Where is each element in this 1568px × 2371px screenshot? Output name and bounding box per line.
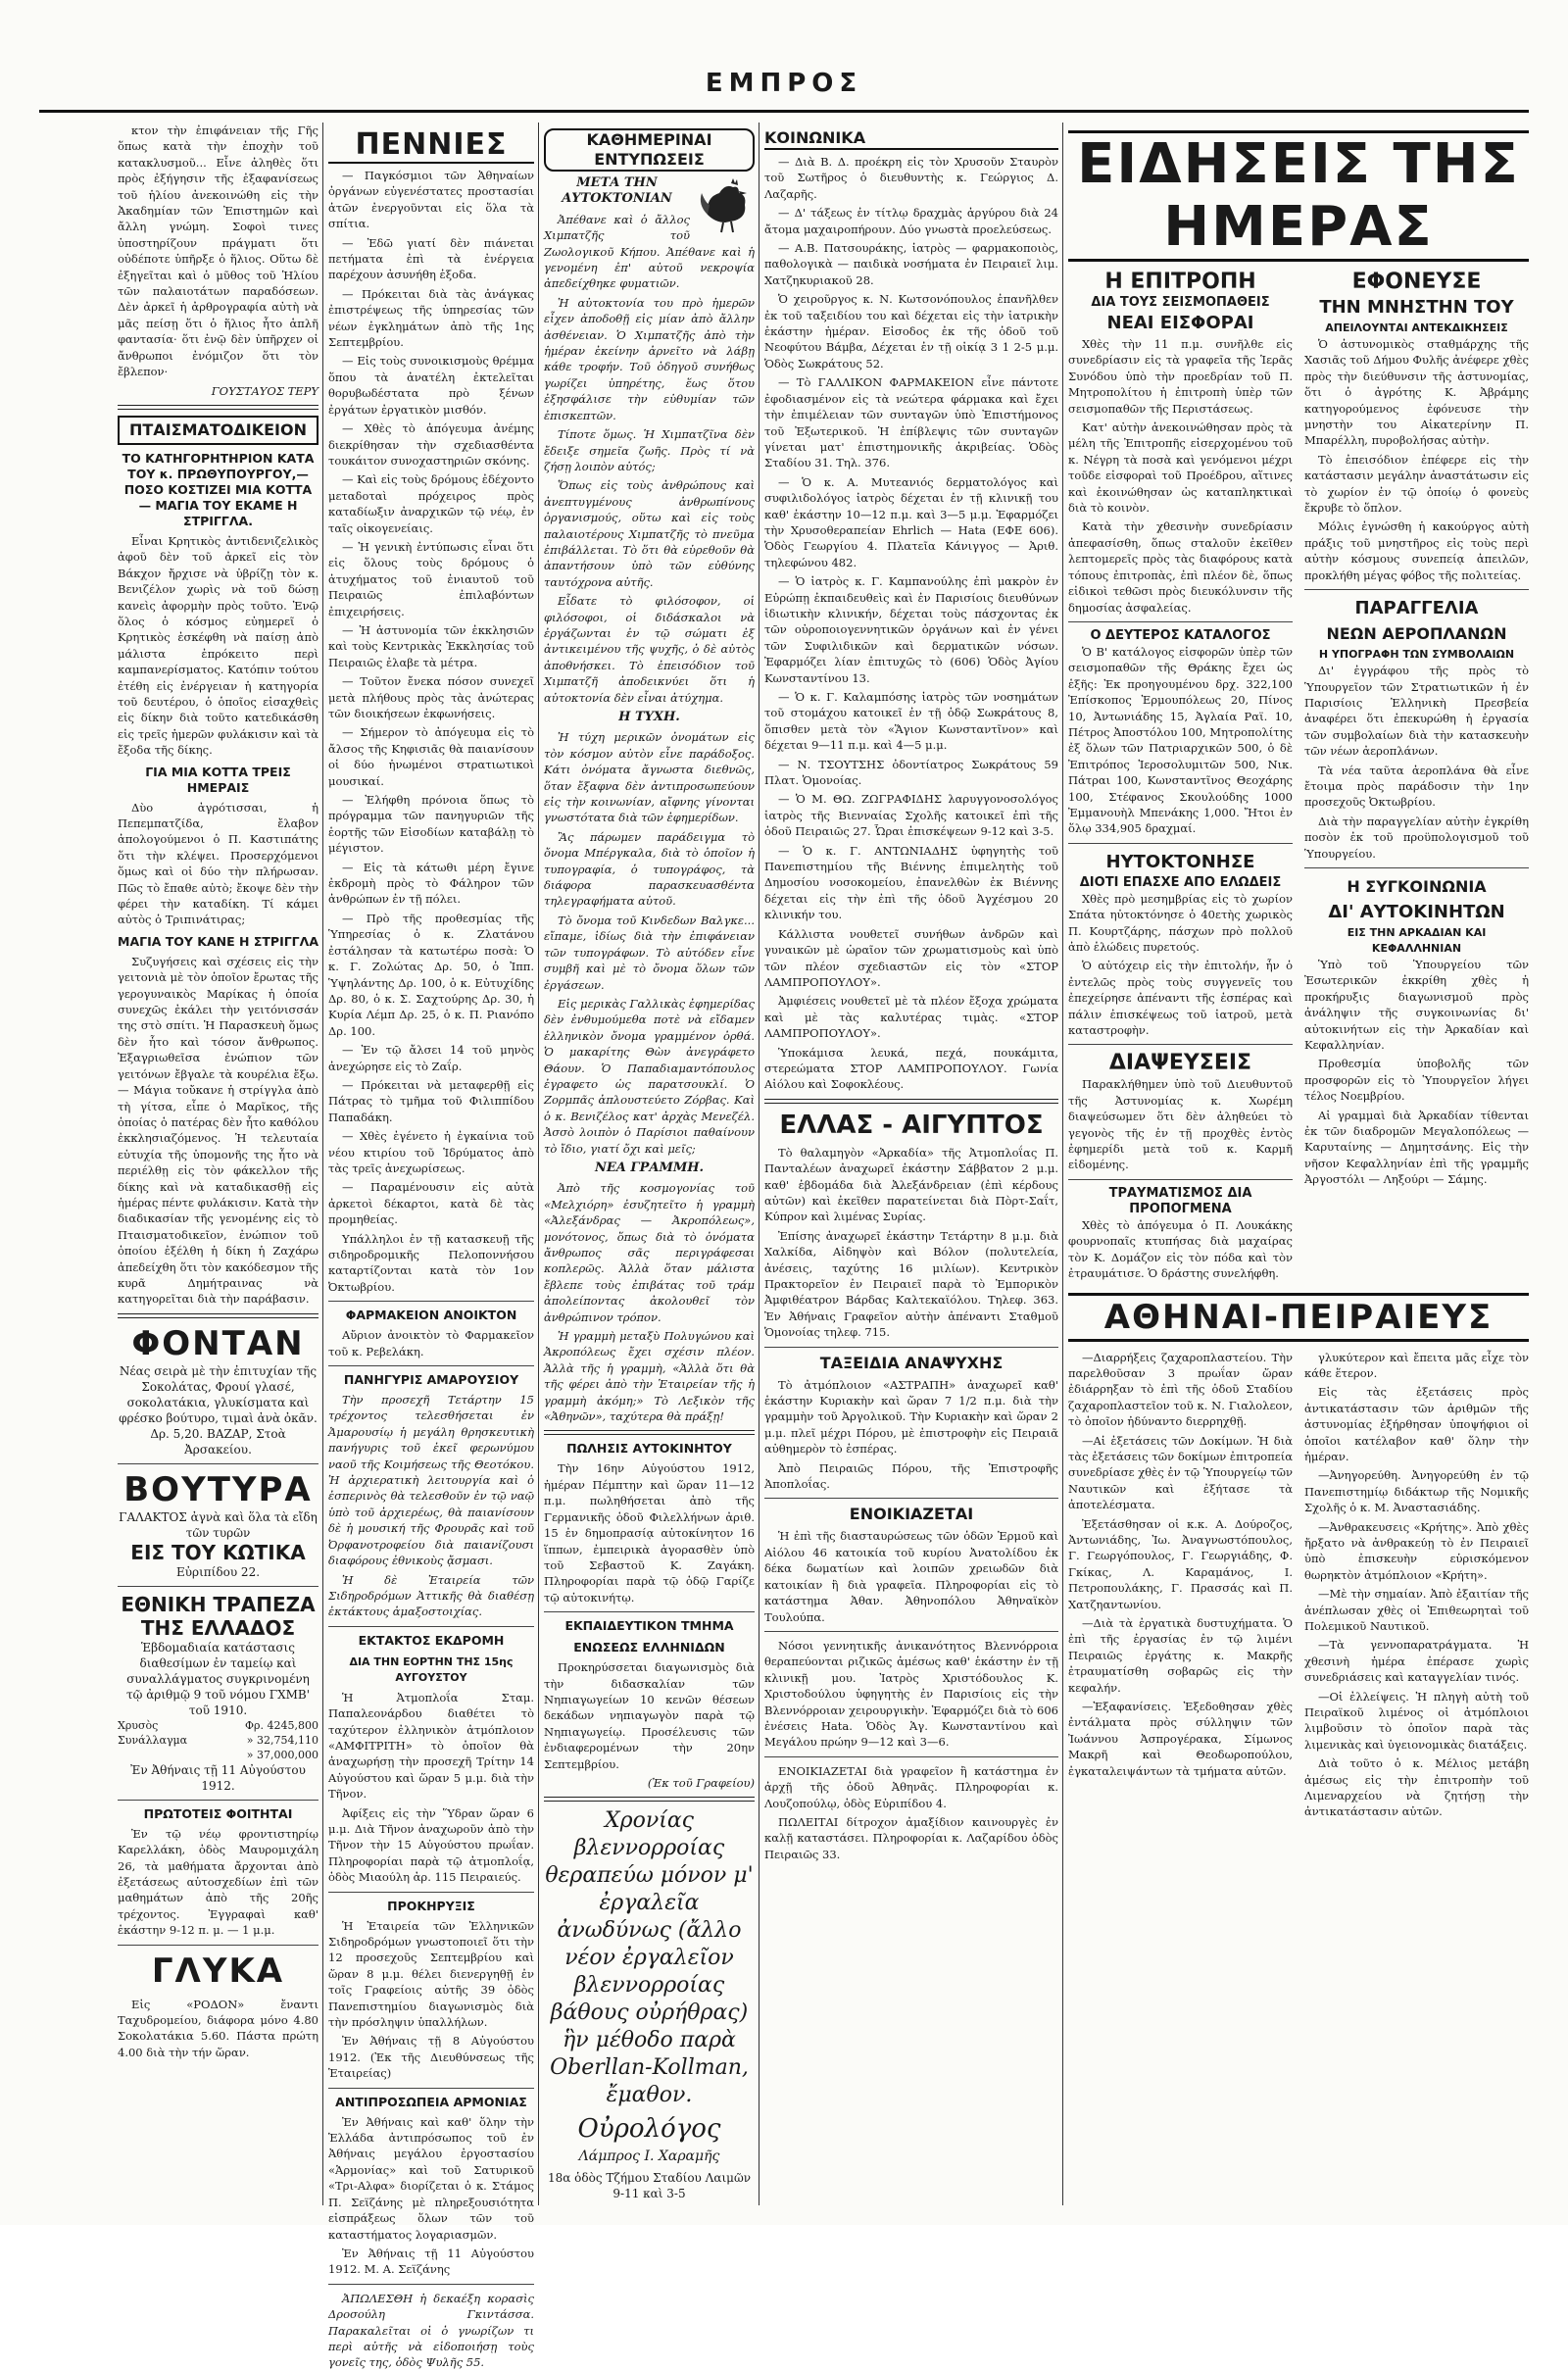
- headline: Ο ΔΕΥΤΕΡΟΣ ΚΑΤΑΛΟΓΟΣ: [1090, 627, 1271, 643]
- section-heading: ΕΛΛΑΣ - ΑΙΓΥΠΤΟΣ: [779, 1110, 1044, 1140]
- column-3: [544, 123, 755, 2205]
- rooster-icon: [696, 175, 755, 234]
- section-heading: ΤΑΞΕΙΔΙΑ ΑΝΑΨΥΧΗΣ: [819, 1353, 1004, 1372]
- divider: [764, 1347, 1058, 1348]
- divider: [764, 1756, 1058, 1757]
- ad-text: Προκηρύσσεται διαγωνισμὸς διὰ τὴν διδασκαλίαν τῶν Νηπιαγωγείων 10 κενῶν θέσεων δεκάδων νηπιαγωγὸν παρὰ τῷ Νηπιαγωγείῳ. Προσέλευσις τῶν ἐνδιαφερομένων τὴν 20ην Σεπτεμβρίου.: [544, 1660, 755, 1771]
- article-text: Ἂς πάρωμεν παράδειγμα τὸ ὄνομα Μπέργκαλα, διὰ τὸ ὁποῖον ἡ τυπογραφία, ὁ τυπογράφος, τὰ διάφορα παρασκευασθέντα τηλεγραφήματα αὐτοῦ.: [544, 829, 755, 909]
- divider: [118, 1945, 318, 1946]
- article-text: Ὅπως εἰς τοὺς ἀνθρώπους καὶ ἀνεπτυγμένους ἀνθρωπίνους ὀργανισμούς, οὕτω καὶ εἰς τοὺς παλαιοτέρους Χιμπατζῆς τὸ πνεῦμα ἐπιβάλλεται. Τὸ ὅτι θὰ εὑρεθοῦν θὰ ἀπαντήσουν ὑπὸ τῶν εὐθύνης ταυτόχρονα αὐτῆς.: [544, 478, 755, 589]
- news-item: —Μὲ τὴν σημαίαν. Ἀπὸ ἐξαιτίαν τῆς ἀνέπλωσαν χθὲς οἱ Ἐπιθεωρηταὶ τοῦ Πολεμικοῦ Ναυτικοῦ.: [1304, 1587, 1529, 1633]
- subheading: ΜΕΤΑ ΤΗΝ ΑΥΤΟΚΤΟΝΙΑΝ: [562, 175, 672, 207]
- section-heading: ΕΚΠΑΙΔΕΥΤΙΚΟΝ ΤΜΗΜΑ: [564, 1618, 734, 1634]
- section-heading: ΠΤΑΙΣΜΑΤΟΔΙΚΕΙΟΝ: [118, 416, 318, 445]
- news-item: — Εἰς τοὺς συνοικισμοὺς θρέμμα ὅπου τὰ ἀνατέλη ἐκτελεῖται θορυβωδέστατα πρὸ ξένων ἐργάτων ἐργατικὸν μισθόν.: [328, 354, 534, 417]
- divider: [1068, 1044, 1293, 1045]
- social-item: — Ὁ ἰατρὸς κ. Γ. Καμπανούλης ἐπὶ μακρὸν ἐν Εὐρώπῃ ἐκπαιδευθεὶς καὶ ἐν Παρισίοις διευθύνων ἰδιωτικὴν κλινικήν, δέχεται τοὺς πάσχοντας ἐκ τῶν οὐροποιογεννητικῶν ὀργάνων καὶ ἐν γένει τῶν Συφιλιδικῶν καὶ δερματικῶν νόσων. Ἐφαρμόζει λίαν ἐπιτυχῶς τὸ (606) Ὁδὸς Ἀγίου Κωνσταντίνου 13.: [764, 574, 1058, 685]
- divider: [118, 1463, 318, 1464]
- social-item: — Α.Β. Πατσουράκης, ἰατρὸς — φαρμακοποιὸς, παθολογικὰ — παιδικὰ νοσήματα ἐν Πειραιεῖ λιμ. Χατζηκυριακοῦ 28.: [764, 241, 1058, 287]
- social-item: — Διὰ Β. Δ. προέκρη εἰς τὸν Χρυσοῦν Σταυρὸν τοῦ Σωτῆρος ὁ διευθυντὴς κ. Γεώργιος Δ. Λαζαρῆς.: [764, 155, 1058, 201]
- article-text: Δὺο ἀγρότισσαι, ἡ Πεπεμπατζίδα, ἔλαβον ἀπολογούμενοι ὁ Π. Καστιπάτης ὅτι τὴν κλέψει. Προσερχόμενοι ὅμως καὶ οἱ δύο τὴν πλήρωσαν. Πῶς τὸ ἔπαθε αὐτὸ; ἔκοψε δὲν τὴν φέρει τὴν καταδίκη. Τί κάμει αὐτὸς ὁ Τριπινάτιρας;: [118, 800, 318, 927]
- news-item: Τὴν προσεχῆ Τετάρτην 15 τρέχοντος τελεσθήσεται ἐν Ἀμαρουσίῳ ἡ μεγάλη θρησκευτικὴ πανήγυρις τοῦ ἑκεῖ φερωνύμου ναοῦ τῆς Κοιμήσεως τῆς Θεοτόκου. Ἡ ἀρχιερατικὴ λειτουργία καὶ ὁ ἐσπερινὸς θὰ τελεσθοῦν ἐν τῷ ναῷ ὑπὸ τοῦ ἀρχιερέως, θὰ παιανίσουν δὲ ἡ μουσική τῆς Φρουρᾶς καὶ τοῦ Ὀρφανοτροφείου διὰ παιανίζουσι διαφόρους ἐθνικοὺς ᾄσμασι.: [328, 1393, 534, 1568]
- divider: [544, 1797, 755, 1802]
- subheading: ΓΙΑ ΜΙΑ ΚΟΤΤΑ ΤΡΕΙΣ ΗΜΕΡΑΙΣ: [145, 764, 291, 795]
- divider: [1068, 621, 1293, 622]
- article-text: Ὑπὸ τοῦ Ὑπουργείου τῶν Ἐσωτερικῶν ἐκκρίθη χθὲς ἡ προκήρυξις διαγωνισμοῦ πρὸς ἀνάληψιν τῆς συγκοινωνίας δι' αὐτοκινήτων εἰς τὴν Ἀρκαδίαν καὶ Κεφαλληνίαν.: [1304, 957, 1529, 1052]
- athens-right: [1304, 1350, 1529, 1823]
- athens-piraeus-heading: ΑΘΗΝΑΙ-ΠΕΙΡΑΙΕΥΣ: [1068, 1293, 1529, 1342]
- bank-row: Χρυσὸς Φρ. 4245,800: [118, 1718, 318, 1732]
- bank-row: » 37,000,000: [246, 1748, 318, 1761]
- article-text: Ἡ αὐτοκτονία του πρὸ ἡμερῶν εἶχεν ἀποδοθῇ εἰς μίαν ἀπὸ ἄλλην ἀσθένειαν. Ὁ Χιμπατζῆς ἀπὸ τὴν ἡμέραν ἐκείνην ἀρνεῖτο νὰ λάβῃ κάθε τροφήν. Τοῦ ὁδηγοῦ συνήθως γωρίζει ὑπηρέτης, ἕως ὅτου ἐξησφάλισε τὴν εὐθυμίαν τῶν ἐπισκεπτῶν.: [544, 295, 755, 422]
- ad-text: ΕΝΟΙΚΙΑΖΕΤΑΙ διὰ γραφεῖον ἢ κατάστημα ἐν ἀρχῇ τῆς ὁδοῦ Ἀθηνᾶς. Πληροφορίαι κ. Λουζοπούλῳ, ὁδὸς Εὐριπίδου 4.: [764, 1763, 1058, 1810]
- news-item: — Ἐλήφθη πρόνοια ὅπως τὸ πρόγραμμα τῶν πανηγυριῶν τῆς ἑορτῆς τῶν Εἰσοδίων καταβάλῃ τὸ μέγιστον.: [328, 793, 534, 856]
- ad-heading: ΠΡΩΤΟΤΕΙΣ ΦΟΙΤΗΤΑΙ: [143, 1805, 293, 1821]
- column-separator: [322, 123, 323, 2205]
- news-item: Ἐν Ἀθήναις τῇ 8 Αὐγούστου 1912. (Ἐκ τῆς Διευθύνσεως τῆς Ἑταιρείας): [328, 2034, 534, 2081]
- article-text: Εἶναι Κρητικὸς ἀντιδενιζελικὸς ἀφοῦ δὲν τοῦ ἀρκεῖ εἰς τὸν Βάκχον ἤρχισε νὰ ὑβρίζῃ τὸν κ. Βενιζέλον χωρὶς νὰ τοῦ δώσῃ κανεὶς ἀφορμὴν πρὸς τοῦτο. Ἐνῷ ὅλος ὁ κόσμος εὐημερεῖ ὁ Κρητικὸς ἐσκέφθη νὰ παίσῃ ἀπὸ μάλιστα ἐπρόκειτο περὶ καμπανερίσματος. Κατόπιν τούτου ἐτέθη εἰς ἐνέργειαν ἡ κατηγορία τοῦ δευτέρου, ὁ ὁποῖος εἰσαχθεὶς εἰς δίκην διὰ τοῦτο κατεδικάσθη εἰς τρεῖς ἡμερῶν φυλάκισιν καὶ τὰ ἔξοδα τῆς δίκης.: [118, 533, 319, 758]
- advertisement: [118, 1951, 318, 1991]
- advertisement: [118, 1470, 318, 1580]
- headline: ΕΦΟΝΕΥΣΕ: [1351, 270, 1482, 294]
- subheadline: ΝΕΑΙ ΕΙΣΦΟΡΑΙ: [1106, 313, 1254, 333]
- article-text: Αἱ γραμμαὶ διὰ Ἀρκαδίαν τίθενται ἐκ τῶν διαδρομῶν Μεγαλοπόλεως — Καρυταίνης — Δημητσάνης. Εἰς τὴν νῆσον Κεφαλληνίαν ἐπὶ τῆς γραμμῆς Ἀργοστόλι — Ληξούρι — Σάμης.: [1304, 1108, 1529, 1187]
- ad-title: ΦΟΝΤΑΝ: [131, 1323, 305, 1363]
- ad-text: ΠΩΛΕΙΤΑΙ δίτροχον ἀμαξίδιον καινουργὲς ἐν καλῇ καταστάσει. Πληροφορίαι κ. Λαζαρίδου ὁδὸς Πειραιῶς 33.: [764, 1814, 1058, 1861]
- news-item: —Τὰ γεννοπαρατράγματα. Ἡ χθεσινὴ ἡμέρα ἐπέρασε χωρὶς συνεδριάσεις καὶ καταγγελίαν τινός.: [1304, 1638, 1529, 1685]
- news-item: — Πρόκειται διὰ τὰς ἀνάγκας ἐπιστρέψεως τῆς ὑπηρεσίας τῶν νέων ἐγκλημάτων ἀπὸ τῆς 1ης Σεπτεμβρίου.: [328, 286, 534, 350]
- news-item: γλυκύτερον καὶ ἔπειτα μᾶς εἶχε τὸν κάθε ἕτερον.: [1304, 1350, 1529, 1380]
- divider: [118, 1586, 318, 1587]
- social-item: Ἀμφιέσεις νουθετεῖ μὲ τὰ πλέον ἔξοχα χρώματα καὶ μὲ τὰς καλυτέρας τιμὰς. «ΣΤΟΡ ΛΑΜΠΡΟΠΟΥΛΟΥ».: [764, 994, 1058, 1041]
- subheadline: ΔΙΑ ΤΟΥΣ ΣΕΙΣΜΟΠΑΘΕΙΣ: [1091, 295, 1270, 310]
- divider: [1068, 843, 1293, 844]
- article-text: Συζυγήσεις καὶ σχέσεις εἰς τὴν γειτονιὰ μὲ τὸν ὁποῖον ἔρωτας τῆς γερογυναικὸς Μαρίκας ἡ ὁποία συνεχῶς ἐκάλει τὴν γειτόνισσάν της στὸ σπίτι. Ἡ Παρασκευὴ ὅμως δὲν ἦτο καὶ τόσον ἄνθρωπος. Ἐξαγριωθεῖσα ἐνώπιον τῶν γειτόνων ἔβγαλε τὰ κουρέλια ἔξω. — Μάγια τοὔκανε ἡ στρίγγλα ἀπὸ τὴ γίτσα, εἶπε ὁ Μαρῖκος, τῆς ὁποίας ὁ πατέρας δὲν ἦτο καθόλου ἐκκλησιαζόμενος. Ἡ τελευταία εὐτυχία τῆς ὑπομονῆς της ἦτο νὰ περιέλθῃ εἰς τὸν φάκελλον τῆς δίκης καὶ νὰ καταδικασθῇ εἰς ἡμέρας πέντε φυλάκισιν. Κατὰ τὴν διαδικασίαν τῆς γενομένης εἰς τὸ Πταισματοδικεῖον, ἐνώπιον τοῦ ὁποίου ἐξέλθη ἡ δίκη ἡ Ζαχάρω ἀπεδείχθη ὅτι τὸν κακόδεσμον τῆς κυρᾶ Δημήτραινας νὰ κατηγορεῖται διὰ τὴν παράβασιν.: [118, 954, 318, 1307]
- news-columns: [1068, 270, 1529, 1285]
- news-item: — Σήμερον τὸ ἀπόγευμα εἰς τὸ ἄλσος τῆς Κηφισιᾶς θὰ παιανίσουν οἱ δύο ἡνωμένοι στρατιωτικοὶ μουσικαί.: [328, 725, 534, 788]
- divider: [328, 1301, 534, 1302]
- divider: [1304, 867, 1529, 868]
- shipping-item: Τὸ ἀτμόπλοιον «ΑΣΤΡΑΠΗ» ἀναχωρεῖ καθ' ἑκάστην Κυριακὴν καὶ ὥραν 7 1/2 π.μ. διὰ τὴν γραμμὴν τοῦ Ἀργολικοῦ. Τὴν Κυριακὴν καὶ ὥραν 2 μ.μ. πλεῖ μέχρι Πόρου, μὲ ἐπιστροφὴν εἰς Πειραιᾶ αὐθημερὸν τὸ ἑσπέρας.: [764, 1377, 1058, 1457]
- shipping-item: Τὸ θαλαμηγὸν «Ἀρκαδία» τῆς Ἀτμοπλοΐας Π. Πανταλέων ἀναχωρεῖ ἑκάστην Σάββατον 2 μ.μ. καθ' ἑβδομάδα διὰ Ἀλεξάνδρειαν (ἐπὶ κέρδους αὐτῶν) καὶ ἐκεῖθεν παρατείνεται διὰ Πὸρτ-Σαΐτ, Κύπρον καὶ λιμένας Συρίας.: [764, 1145, 1058, 1224]
- article-text: Ὁ Β' κατάλογος εἰσφορῶν ὑπὲρ τῶν σεισμοπαθῶν τῆς Θράκης ἔχει ὡς ἑξῆς: Ἐκ προηγουμένου δρχ. 322,100 Ἐπίσκοπος Ἑρμουπόλεως 20, Πίνος 10, Ἀντωνιάδης 15, Ἀγλαία Ραϊ. 10, Πέτρος Ἀποστόλου 100, Μητροπολίτης ἐξ ὅλων τῶν Πατριαρχικῶν 500, ὁ δὲ Ἐπιτρόπος Ἱεροσολυμιτῶν 500, Νικ. Πάτραι 100, Κωνσταντῖνος Θεοχάρης 100, Στέφανος Σκουλούδης 1000 Ἐμμανουὴλ Μπενάκης 1,000. Ἤτοι ἐν ὅλῳ 334,905 δραχμαί.: [1068, 644, 1293, 836]
- ad-title: ΒΟΥΤΥΡΑ: [123, 1469, 313, 1509]
- section-heading: ΑΝΤΙΠΡΟΣΩΠΕΙΑ ΑΡΜΟΝΙΑΣ: [335, 2094, 527, 2109]
- news-item: —Διὰ τὰ ἐργατικὰ δυστυχήματα. Ὁ ἐπὶ τῆς ἐργασίας ἐν τῷ λιμένι Πειραιῶς ἐργάτης κ. Μακρῆς ἐτραυματίσθη σοβαρῶς εἰς τὴν κεφαλήν.: [1068, 1616, 1293, 1695]
- column-2: [328, 123, 534, 2370]
- divider: [544, 1611, 755, 1612]
- divider: [764, 1631, 1058, 1632]
- article-text: Ἡ τύχη μερικῶν ὀνομάτων εἰς τὸν κόσμον αὐτὸν εἶνε παράδοξος. Κάτι ὀνόματα ἄγνωστα διεθνῶς, ὅταν ἔξαφνα δὲν ἀντιπροσωπεύουν εἰς τὴν κοινωνίαν, αἴφνης γίνονται γνωστότατα διὰ τῶν ἐφημερίδων.: [544, 730, 755, 825]
- column-separator: [1062, 123, 1063, 2205]
- article-text: Ὁ αὐτόχειρ εἰς τὴν ἐπιτολήν, ἦν ὁ ἐντελῶς πρὸς τοὺς συγγενεῖς του ἐπεχείρησε ἀπέναντι τῆς ἑσπέρας καὶ πάλιν ἐπισκέψεως τοῦ ἰατροῦ, μετὰ καταστροφὴν.: [1068, 959, 1293, 1038]
- article-text: Προθεσμία ὑποβολῆς τῶν προσφορῶν εἰς τὸ Ὑπουργεῖον λήγει τέλος Νοεμβρίου.: [1304, 1057, 1529, 1104]
- article-text: Τίποτε ὅμως. Ἡ Χιμπατζῖνα δὲν ἔδειξε σημεῖα ζωῆς. Πρὸς τί νὰ ζήσῃ λοιπὸν αὐτός;: [544, 427, 755, 473]
- ad-address: Εὐριπίδου 22.: [175, 1564, 261, 1579]
- news-item: —Ἐξαφανίσεις. Ἐξεδοθησαν χθὲς ἐντάλματα πρὸς σύλληψιν τῶν Ἰωάννου Ἀσπρογέρακα, Σίμωνος Μακρῆ καὶ Θεοδωροπούλου, ἐγκαταλειψάντων τὰ τμήματα αὐτῶν.: [1068, 1700, 1293, 1778]
- divider: [1068, 1179, 1293, 1180]
- ad-text: Ἐν τῷ νέῳ φροντιστηρίῳ Καρελλάκη, ὁδὸς Μαυρομιχάλη 26, τὰ μαθήματα ἄρχονται ἀπὸ ἐξετάσεως αὐτοσχεδίων ἐπὶ τῶν μαθημάτων ἀπὸ τῆς 20ῆς τρέχοντος. Ἐγγραφαὶ καθ' ἑκάστην 9-12 π. μ. — 1 μ.μ.: [118, 1826, 318, 1938]
- news-item: — Πρόκειται νὰ μεταφερθῇ εἰς Πάτρας τὸ τμῆμα τοῦ Φιλιππίδου Παπαδάκη.: [328, 1077, 534, 1124]
- social-item: — Τὸ ΓΑΛΛΙΚΟΝ ΦΑΡΜΑΚΕΙΟΝ εἶνε πάντοτε ἐφοδιασμένον εἰς τὰ νεώτερα φάρμακα καὶ ἔχει τὴν ἐπιμέλειαν τῶν συνταγῶν ὑπὸ Ἐπιστήμονος τοῦ Ἐξωτερικοῦ. Ἡ ἐπίβλεψις τῶν συνταγῶν γίνεται ματ' ἐπιστημονικῆς ἀκριβείας. Ὁδὸς Σταδίου 31. Τηλ. 376.: [764, 375, 1058, 470]
- divider: [328, 1892, 534, 1893]
- article-text: Ἡ γραμμὴ μεταξὺ Πολυγώνου καὶ Ἀκροπόλεως ἔχει σχέσιν πλέον. Ἀλλὰ τῆς ἡ γραμμὴ, «Ἀλλὰ ὅτι θὰ τῆς φέρει ἀπὸ τὴν Ἑταιρείαν τῆς ἡ γραμμὴ ἀκόμη;» Τὸ Λεξικὸν τῆς «Ἀθηνῶν», ταχύτερα θὰ πράξῃ!: [544, 1329, 755, 1424]
- news-left: [1068, 270, 1293, 1285]
- news-item: — Τοῦτον ἔνεκα πόσον συνεχεῖ μετὰ πλήθους πρὸς τὰς ἀνώτερας τῶν διοικήσεων ἐκφωνήσεις.: [328, 674, 534, 720]
- byline: ΓΟΥΣΤΑΥΟΣ ΤΕΡΥ: [211, 383, 318, 398]
- shipping-item: Ἐπίσης ἀναχωρεῖ ἑκάστην Τετάρτην 8 μ.μ. διὰ Χαλκίδα, Αἰδηψὸν καὶ Βόλον (πολυτελεία, ἀνέσεις, ταχύτης 16 μιλίων). Κεντρικὸν Πρακτορεῖον ἐν Πειραιεῖ παρὰ τὸ Ἐμπορικὸν Ἀμφιθέατρον Βάρδας Καλτεκαϊόλου. Τηλεφ. 363. Ἐν Ἀθήναις Γραφεῖον αὐτὴν ἀπέναντι Σταθμοῦ Ὁμονοίας τηλεφ. 715.: [764, 1228, 1058, 1340]
- ad-text: Νόσοι γεννητικῆς ἀνικανότητος Βλεννόρροια θεραπεύονται ριζικῶς ἀμέσως καθ' ἑκάστην ἐν τῇ κλινικῇ μου. Ἰατρὸς Χριστόδουλος Κ. Χριστοδούλου ὑφηγητὴς ἐν Παρισίοις εἰς τὴν Βλεννόρροιαν χειρουργικὴν. Ἐφαρμόζει διὰ τὸ 606 ἐνέσεις Hata. Ὁδὸς Ἁγ. Κωνσταντίνου καὶ Μεγάλου πρώην 9—12 καὶ 3—6.: [764, 1638, 1058, 1750]
- section-heading: ΚΟΙΝΩΝΙΚΑ: [764, 128, 1058, 150]
- social-item: — Ὁ Μ. ΘΩ. ΖΩΓΡΑΦΙΔΗΣ λαρυγγονοσολόγος ἰατρὸς τῆς Βιενναίας Σχολῆς κατοικεῖ ἐπὶ τῆς ὁδοῦ Πειραιῶς 27. Ὧραι ἐπισκέψεων 9-12 καὶ 3-5.: [764, 792, 1058, 839]
- social-item: — Ν. ΤΣΟΥΤΣΗΣ ὀδοντίατρος Σωκράτους 59 Πλατ. Ὁμονοίας.: [764, 757, 1058, 788]
- subheadline: ΤΗΝ ΜΝΗΣΤΗΝ ΤΟΥ: [1319, 297, 1514, 318]
- social-item: Κάλλιστα νουθετεῖ συνήθων ἀνδρῶν καὶ γυναικῶν μὲ ὡραῖον τῶν χρωματισμοὺς καὶ ὑπὸ τῶν πλέον σχεδιαστῶν εἰς τὸν «ΣΤΟΡ ΛΑΜΠΡΟΠΟΥΛΟΥ».: [764, 926, 1058, 989]
- divider: [328, 2284, 534, 2285]
- social-item: Ὁ χειροῦργος κ. Ν. Κωτσονόπουλος ἐπανῆλθεν ἐκ τοῦ ταξειδίου του καὶ δέχεται εἰς τὴν ἰατρικὴν ἑκάστην ἡμέραν. Εἰσοδος ἐκ τῆς ὁδοῦ τοῦ Νεοφύτου Βάμβα, Δέχεται ἐν τῇ οἰκίᾳ 3 1 2-5 μ.μ. Ὁδὸς Σωκράτους 52.: [764, 292, 1058, 370]
- article-text: Διὰ τὴν παραγγελίαν αὐτὴν ἐγκρίθη ποσὸν ἐκ τοῦ προϋπολογισμοῦ τοῦ Ὑπουργείου.: [1304, 814, 1529, 861]
- news-right: [1304, 270, 1529, 1285]
- doctor-ad-title: Οὐρολόγος: [577, 2114, 721, 2145]
- subheadline: ΑΠΕΙΛΟΥΝΤΑΙ ΑΝΤΕΚΔΙΚΗΣΕΙΣ: [1325, 321, 1508, 334]
- divider: [118, 1800, 318, 1801]
- bank-date: Ἐν Ἀθήναις τῇ 11 Αὐγούστου 1912.: [130, 1762, 306, 1793]
- article-text: Χθὲς τὴν 11 π.μ. συνῆλθε εἰς συνεδρίασιν εἰς τὰ γραφεῖα τῆς Ἱερᾶς Συνόδου ὑπὸ τὴν προεδρίαν τοῦ Π. Μητροπολίτου ἡ ἐπιτροπὴ ὑπὲρ τῶν σεισμοπαθῶν τῆς Περιστάσεως.: [1068, 337, 1293, 416]
- news-item: Ἐν Ἀθήναις τῇ 11 Αὐγούστου 1912. Μ. Α. Σεϊζάνης: [328, 2246, 534, 2277]
- article-text: Χθὲς τὸ ἀπόγευμα ὁ Π. Λουκάκης φουρνοπαῖς κτυπήσας διὰ μαχαίρας τὸν Κ. Δομάζον εἰς τὸν πόδα καὶ τὸν ἐτραυμάτισε. Ὁ δράστης συνελήφθη.: [1068, 1217, 1293, 1281]
- subheading: ΔΙΑ ΤΗΝ ΕΟΡΤΗΝ ΤΗΣ 15ης ΑΥΓΟΥΣΤΟΥ: [349, 1655, 514, 1684]
- news-item: — Χθὲς ἐγένετο ἡ ἐγκαίνια τοῦ νέου κτιρίου τοῦ Ἱδρύματος ἀπὸ τὰς τρεῖς ἀνεχωρίσεως.: [328, 1129, 534, 1175]
- section-heading: ΠΕΝΝΙΕΣ: [328, 128, 534, 164]
- news-item: —Αἱ ἐξετάσεις τῶν Δοκίμων. Ἡ διὰ τὰς ἐξετάσεις τῶν δοκίμων ἐπιτροπεία συνεδρίασε χθὲς ἐν τῷ Ὑπουργείῳ τῶν Ναυτικῶν καὶ ἐξήτασε τὰ ἀποτελέσματα.: [1068, 1433, 1293, 1512]
- doctor-ad-address: 18α ὁδὸς Τζήμου Σταδίου Λαιμῶν 9-11 καὶ 3-5: [547, 2171, 752, 2201]
- news-item: ἈΠΩΛΕΣΘΗ ἡ δεκαέξη κορασὶς Δροσούλη Γκιντάσσα. Παρακαλεῖται οἱ ὁ γνωρίζων τι περὶ αὐτῆς νὰ εἰδοποιήσῃ τοὺς γονεῖς της, ὁδὸς Ψυλῆς 55.: [328, 2291, 534, 2370]
- ad-text: Ἡ ἐπὶ τῆς διασταυρώσεως τῶν ὁδῶν Ἑρμοῦ καὶ Αἰόλου 46 κατοικία τοῦ κυρίου Ἀνατολίδου ἐκ δέκα δωματίων καὶ λοιπῶν χρειωδῶν διὰ κατοικίαν ἢ διὰ γραφεῖα. Πληροφορίαι εἰς τὸ κατάστημα Ἀθαν. Ἀθηνοπόλου Ἀθηναϊκὸν Τουλούπα.: [764, 1529, 1058, 1624]
- subheadline: ΔΙ' ΑΥΤΟΚΙΝΗΤΩΝ: [1328, 901, 1505, 922]
- byline: (Ἐκ τοῦ Γραφείου): [647, 1775, 755, 1790]
- divider: [764, 1099, 1058, 1104]
- news-of-the-day-banner: ΕΙΔΗΣΕΙΣ ΤΗΣ ΗΜΕΡΑΣ: [1068, 130, 1529, 262]
- news-item: —Ἀνθρακευσεις «Κρήτης». Ἀπὸ χθὲς ἤρξατο νὰ ἀνθρακεύῃ τὸ ἐν Πειραιεῖ ὑπὸ ἐπισκευὴν εὑρισκόμενον θωρηκτὸν ἀτμόπλοιον «Κρήτη».: [1304, 1519, 1529, 1582]
- headline: ΔΙΑΨΕΥΣΕΙΣ: [1108, 1051, 1252, 1076]
- column-separator: [538, 123, 539, 2205]
- article-text: Παρακλήθημεν ὑπὸ τοῦ Διευθυντοῦ τῆς Ἀστυνομίας κ. Χωρέμη διαψεύσωμεν ὅτι δὲν ἀληθεύει τὸ γεγονὸς τῆς ἐν τῇ προχθὲς ἐντὸς ἐφημερίδι μετὰ τοῦ κ. Καρμῆ εἰδομένης.: [1068, 1077, 1293, 1172]
- subheading: Η ΤΥΧΗ.: [618, 710, 680, 724]
- column-separator: [759, 123, 760, 2205]
- news-item: — Ἡ ἀστυνομία τῶν ἐκκλησιῶν καὶ τοὺς Κεντρικὰς Ἐκκλησίας τοῦ Πειραιῶς ἐλαβε τὰ μέτρα.: [328, 622, 534, 669]
- news-item: Ἐν Ἀθήναις καὶ καθ' ὅλην τὴν Ἑλλάδα ἀντιπρόσωπος τοῦ ἐν Ἀθήναις μεγάλου ἐργοστασίου «Ἁρμονίας» καὶ τοῦ Σατυρικοῦ «Τρι-Αλφα» διορίζεται ὁ κ. Στάμος Π. Σεϊζάνης μὲ πληρεξουσιότητα εἰσπράξεως ὅλων τῶν τοῦ καταστήματος λογαριασμῶν.: [328, 2114, 534, 2242]
- subheadline: Η ΥΠΟΓΡΑΦΗ ΤΩΝ ΣΥΜΒΟΛΑΙΩΝ: [1318, 648, 1515, 662]
- news-item: —Διαρρήξεις ζαχαροπλαστείου. Τὴν παρελθοῦσαν 3 πρωΐαν ὥραν ἐδιάρρηξαν τὸ ἐπὶ τῆς ὁδοῦ Σταδίου ζαχαροπλαστεῖον τοῦ κ. Ν. Γιαλολεον, τὸ ὁποῖον ἠδύναντο διερρηχθῇ.: [1068, 1350, 1293, 1429]
- article-text: Ἀπέθανε καὶ ὁ ἄλλος Χιμπατζῆς τοῦ Ζωολογικοῦ Κήπου. Ἀπέθανε καὶ ἡ γενομένη ἐπ' αὐτοῦ νεκροψία ἀπεδείχθηκε φυματιῶν.: [544, 212, 755, 291]
- bank-note: Ἑβδομαδιαία κατάστασις διαθεσίμων ἐν ταμείῳ καὶ συναλλάγματος συγκρινομένη τῷ ἀριθμῷ 9 τοῦ νόμου ΓΧΜΒ' τοῦ 1910.: [125, 1640, 311, 1717]
- article-text: Εἶδατε τὸ φιλόσοφον, οἱ φιλόσοφοι, οἱ διδάσκαλοι νὰ ἐργάζωνται ἐν τῷ σώματι ἐξ ἀντικειμένου τῆς ψυχῆς, ὁ δὲ αὐτὸς ἀποθνήσκει. Τὸ ἐπεισόδιον τοῦ Χιμπατζῆ ἀποδεικνύει ὅτι ἡ αὐτοκτονία δὲν εἶναι ἀτύχημα.: [544, 594, 755, 705]
- divider: [328, 1365, 534, 1366]
- bank-notice: [118, 1593, 318, 1794]
- news-item: — Χθὲς τὸ ἀπόγευμα ἀνέμης διεκρίθησαν τὴν σχεδιασθέντα τουκάιτον συνοχαστηριῶν σκόνης.: [328, 421, 534, 468]
- divider: [1304, 589, 1529, 590]
- section-heading: ΕΚΤΑΚΤΟΣ ΕΚΔΡΟΜΗ: [358, 1632, 505, 1648]
- news-item: —Οἱ ἐλλείψεις. Ἡ πληγὴ αὐτὴ τοῦ Πειραϊκοῦ λιμένος οἱ ἀτμόπλοιοι λιμβοῦσιν τὸ ὁποῖον παρὰ τὰς λιμενικὰς καὶ ὑγειονομικὰς διατάξεις.: [1304, 1689, 1529, 1752]
- section-heading: ΕΝΟΙΚΙΑΖΕΤΑΙ: [849, 1505, 974, 1524]
- divider: [118, 1313, 318, 1318]
- ad-shop: ΕΙΣ ΤΟΥ ΚΩΤΙΚΑ: [130, 1540, 306, 1564]
- doctor-ad: Χρονίας βλεννορροίας θεραπεύω μόνον μ' ἐργαλεῖα ἀνωδύνως (ἄλλο νέον ἐργαλεῖον βλεννορροίας βάθους οὐρήθρας) ἣν μέθοδο παρὰ Oberllan-Kollman, ἔμαθον.: [545, 1808, 754, 2108]
- doctor-ad-name: Λάμπρος Ι. Χαραμῆς: [578, 2149, 720, 2165]
- news-item: Ἀφίξεις εἰς τὴν Ὕδραν ὥραν 6 μ.μ. Διὰ Τῆνον ἀναχωροῦν ἀπὸ τὴν Τῆνον τὴν 15 Αὐγούστου πρωΐαν. Πληροφορίαι παρὰ τῷ ἀτμοπλοΐᾳ, ὁδὸς Μιαούλη ἀρ. 115 Πειραιεύς.: [328, 1805, 534, 1885]
- news-item: — Πρὸ τῆς προθεσμίας τῆς Ὑπηρεσίας ὁ κ. Ζλατάνου ἐστάλησαν τὰ κατωτέρω ποσὰ: Ὁ κ. Γ. Ζολώτας Δρ. 50, ὁ Ἰππ. Ὑψηλάντης Δρ. 100, ὁ κ. Εὐτυχίδης Δρ. 80, ὁ κ. Σ. Σαχτούρης Δρ. 30, ἡ Κυρία Λέμπ Δρ. 25, ὁ κ. Π. Ριανόπο Δρ. 100.: [328, 911, 534, 1038]
- bank-title: ΕΘΝΙΚΗ ΤΡΑΠΕΖΑ: [121, 1592, 316, 1616]
- ad-text: ΓΑΛΑΚΤΟΣ ἀγνὰ καὶ ὅλα τὰ εἴδη τῶν τυρῶν: [119, 1509, 318, 1540]
- divider: [544, 1430, 755, 1435]
- article-text: Κατὰ τὴν χθεσινὴν συνεδρίασιν ἀπεφασίσθη, ὅπως σταλοῦν ἐκεῖθεν λεπτομερεῖς πρὸς τὰς διαφόρους κατὰ τόπους ἐπιτροπὰς, ἐπὶ πλέον δὲ, ὅπως εἰδικοὶ τεθῶσι πρὸς διευκόλυνσιν τῆς δημοσίας ἀσφαλείας.: [1068, 519, 1293, 615]
- masthead-rule: [39, 110, 1529, 113]
- article-text: Ἀπὸ τῆς κοσμογονίας τοῦ «Μελχιόρη» ἐσυζητεῖτο ἡ γραμμὴ «Ἀλεξάνδρας — Ἀκροπόλεως», μονότονος, ὅπως διὰ τὸ ὀνόματα ἄνθρωπος σᾶς περιγράφεσαι κοπλερῶς. Ἀλλὰ ὅταν μάλιστα ἔβλεπε τοὺς ἐπιβάτας τοῦ τράμ ἀπολείποντας ἀκολουθεῖ τὸν ἀνθρώπινον τρόπον.: [544, 1181, 755, 1324]
- social-item: — Ὁ κ. Γ. ΑΝΤΩΝΙΑΔΗΣ ὑφηγητὴς τοῦ Πανεπιστημίου τῆς Βιέννης ἐπιμελητὴς τοῦ Δημοσίου νοσοκομείου, ἐπανελθὼν ἐκ Βιέννης δέχεται εἰς τὴν ἐπὶ τῆς ὁδοῦ Ἀγχέσμου 20 κλινικήν του.: [764, 843, 1058, 922]
- subheading: ΕΝΩΣΕΩΣ ΕΛΛΗΝΙΔΩΝ: [573, 1640, 725, 1655]
- article-text: Ὁ ἀστυνομικὸς σταθμάρχης τῆς Χασιᾶς τοῦ Δήμου Φυλῆς ἀνέφερε χθὲς πρὸς τὴν διεύθυνσιν τῆς ἀστυνομίας, ὅτι ὁ ἀγρότης Κ. Ἀβράμης κατηγορούμενος ἐφόνευσε τὴν μνηστὴν του Αἰκατερίνην Π. Μπαρέλλη, πυροβολήσας αὐτὴν.: [1304, 337, 1529, 448]
- column-1: [118, 123, 318, 2205]
- divider: [764, 1498, 1058, 1499]
- news-item: — Παγκόσμιοι τῶν Ἀθηναίων ὀργάνων εὐγενέστατες προστασίαι ἀτῶν ἐνεργοῦνται εἰς ὅλα τὰ σπίτια.: [328, 169, 534, 231]
- section-heading: ΦΑΡΜΑΚΕΙΟΝ ΑΝΟΙΚΤΟΝ: [345, 1308, 517, 1323]
- news-item: Υπάλληλοι ἐν τῇ κατασκευῇ τῆς σιδηροδρομικῆς Πελοποννήσου καταρτίζονται κατὰ τὸν 1ον Ὀκτωβρίου.: [328, 1231, 534, 1294]
- article-text: Μόλις ἐγνώσθη ἡ κακούργος αὐτὴ πράξις τοῦ μνηστῆρος εἰς τοὺς περὶ αὐτὴν κόσμους συνεπείᾳ ἀπειλῶν, προκλήθη μέγας φόβος τῆς πολιτείας.: [1304, 519, 1529, 582]
- section-heading: ΠΩΛΗΣΙΣ ΑΥΤΟΚΙΝΗΤΟΥ: [566, 1441, 732, 1457]
- article-text: Τὸ ἐπεισόδιον ἐπέφερε εἰς τὴν κατάστασιν μεγάλην ἀναστάτωσιν εἰς τὸ χωρίον ἐν τῷ ὁποίῳ ὁ φονεὺς ἔκρυβε τὸ ὅπλον.: [1304, 452, 1529, 516]
- headline: ΗΥΤΟΚΤΟΝΗΣΕ: [1105, 851, 1255, 872]
- headline: ΠΑΡΑΓΓΕΛΙΑ: [1354, 598, 1479, 619]
- social-item: — Ὁ κ. Α. Μυτεανιός δερματολόγος καὶ συφιλιδολόγος ἰατρὸς δέχεται ἐν τῇ κλινικῇ του καθ' ἑκάστην 10—12 π.μ. καὶ 3—5 μ.μ. Ἐφαρμόζει τὴν Χρυσοθεραπείαν Ehrlich — Hata (ΕΦΕ 606). Ὁδὸς Γεωργίου 4. Πλατεῖα Κάνιγγος — Ἀριθ. τηλεφώνου 482.: [764, 474, 1058, 569]
- headline: Η ΕΠΙΤΡΟΠΗ: [1104, 270, 1256, 294]
- ad-title: ΓΛΥΚΑ: [151, 1951, 285, 1991]
- headline: ΤΡΑΥΜΑΤΙΣΜΟΣ ΔΙΑ ΠΡΟΠΟΓΜΕΝΑ: [1108, 1185, 1252, 1216]
- news-item: Εἰς τὰς ἐξετάσεις πρὸς ἀντικατάστασιν τῶν ἀριθμῶν τῆς ἀστυνομίας ἐξήρθησαν ὑποψήφιοι οἱ ὁποῖοι κατέλαβον καθ' ὅλην τὴν ἡμέραν.: [1304, 1385, 1529, 1463]
- news-item: Αὔριον ἀνοικτὸν τὸ Φαρμακεῖον τοῦ κ. Ρεβελάκη.: [328, 1328, 534, 1358]
- news-item: Διὰ τοῦτο ὁ κ. Μέλιος μετάβη ἀμέσως εἰς τὴν ἐπιτροπὴν τοῦ Λιμεναρχείου νὰ ζητήσῃ τὴν ἀντικατάστασιν αὐτῶν.: [1304, 1756, 1529, 1819]
- news-item: — Ἐν τῷ ἄλσει 14 τοῦ μηνὸς ἀνεχώρησε εἰς τὸ Ζαΐρ.: [328, 1043, 534, 1073]
- subheadline: ΕΙΣ ΤΗΝ ΑΡΚΑΔΙΑΝ ΚΑΙ ΚΕΦΑΛΛΗΝΙΑΝ: [1347, 925, 1487, 955]
- news-item: — Καὶ εἰς τοὺς δρόμους ἐδέχοντο μεταδοταὶ πρόχειρος πρὸς καταδίωξιν ἀναρχικῶν τῷ νέῳ, ἐν ταῖς οἰκογενείαις.: [328, 472, 534, 535]
- news-item: — Ἡ γενικὴ ἐντύπωσις εἶναι ὅτι εἰς ὅλους τοὺς δρόμους ὁ ἀτυχήματος τοῦ ἐνιαυτοῦ τοῦ Πειραιῶς ἐπιλαβόντων ἐπιχειρήσεις.: [328, 539, 534, 618]
- bank-row: Συνάλλαγμα » 32,754,110: [118, 1733, 318, 1747]
- news-item: — Παραμένουσιν εἰς αὐτὰ ἀρκετοὶ δέκαρτοι, κατὰ δὲ τὰς προμηθείας.: [328, 1180, 534, 1227]
- subheadline: ΔΙΟΤΙ ΕΠΑΣΧΕ ΑΠΟ ΕΛΩΔΕΙΣ: [1079, 874, 1282, 890]
- article-text: Δι' ἐγγράφου τῆς πρὸς τὸ Ὑπουργεῖον τῶν Στρατιωτικῶν ἡ ἐν Παρισίοις Ἑλληνικὴ Πρεσβεία ἀναφέρει ὅτι ἐπεκυρώθη ἡ ἐργασία τῶν συμβολαίων διὰ τὴν κατασκευὴν τῶν νέων ἀεροπλάνων.: [1304, 664, 1529, 759]
- article-text: Τὰ νέα ταῦτα ἀεροπλάνα θὰ εἶνε ἔτοιμα πρὸς παράδοσιν τὴν 1ην προσεχοῦς Ὀκτωβρίου.: [1304, 763, 1529, 810]
- subheading: ΝΕΑ ΓΡΑΜΜΗ.: [594, 1160, 705, 1175]
- athens-left: [1068, 1350, 1293, 1823]
- subheading: ΜΑΓΙΑ ΤΟΥ ΚΑΝΕ Η ΣΤΡΙΓΓΛΑ: [118, 933, 318, 949]
- ad-text: Εἰς «ΡΟΔΟΝ» ἔναντι Ταχυδρομείου, διάφορα μόνο 4.80 Σοκολατάκια 5.60. Πάστα πρώτη 4.00 διὰ τὴν τήν ὥραν.: [118, 1997, 318, 2059]
- column-4: [764, 123, 1058, 2205]
- news-item: Ἐξετάσθησαν οἱ κ.κ. Α. Δούροζος, Ἀντωνιάδης, Ἰω. Ἀναγνωστόπουλος, Γ. Γεωργόπουλος, Γ. Γεωργιάδης, Φ. Γκίκας, Λ. Καραμάνος, Ι. Πετροπουλάκης, Γ. Πρασσάς καὶ Π. Χατζηαντωνίου.: [1068, 1516, 1293, 1611]
- news-item: Ἡ Ἀτμοπλοΐα Σταμ. Παπαλεονάρδου διαθέτει τὸ ταχύτερον ἐλληνικὸν ἀτμόπλοιον «ΑΜΦΙΤΡΙΤΗ» τὸ ὁποῖον θὰ ἀναχωρήσῃ τὴν προσεχῆ Τρίτην 14 Αὐγούστου καὶ ὥραν 5 μ.μ. διὰ τὴν Τῆνον.: [328, 1690, 534, 1802]
- section-heading: ΚΑΘΗΜΕΡΙΝΑΙ ΕΝΤΥΠΩΣΕΙΣ: [544, 128, 755, 172]
- ad-text: Νέας σειρὰ μὲ τὴν ἐπιτυχίαν τῆς Σοκολάτας, Φρουί γλασέ, σοκολατάκια, γλυκίσματα καὶ φρέσκο βούτυρο, τιμαὶ ἀνὰ ὀκᾶν. Δρ. 5,20. ΒΑΖΑΡ, Στοὰ Ἀρσακείου.: [119, 1363, 318, 1457]
- news-item: — Ἐδῶ γιατί δὲν πιάνεται πετήματα ἐπὶ τὰ ἐνέργεια παρέχουν ἀσυνήθη ἐξοδα.: [328, 235, 534, 282]
- divider: [328, 1626, 534, 1627]
- ad-text: Τὴν 16ην Αὐγούστου 1912, ἡμέραν Πέμπτην καὶ ὥραν 11—12 π.μ. πωληθήσεται ἀπὸ τῆς Γερμανικῆς ὁδοῦ Φιλελλήνων ἀριθ. 15 ἐν δημοπρασίᾳ αὐτοκίνητον 16 ἵππων, ἐμπειρικὰ ἀγορασθὲν ὑπὸ τοῦ Σεβαστοῦ Κ. Ζαγάκη. Πληροφορίαι παρὰ τῷ ὁδῷ Γαρίζε τῷ αὐτοκινήτῳ.: [544, 1461, 755, 1605]
- subheading: ΤΟ ΚΑΤΗΓΟΡΗΤΗΡΙΟΝ ΚΑΤΑ ΤΟΥ κ. ΠΡΩΘΥΠΟΥΡΓΟΥ,— ΠΟΣΟ ΚΟΣΤΙΖΕΙ ΜΙΑ ΚΟΤΤΑ — ΜΑΓΙΑ ΤΟΥ ΕΚΑΜΕ Η ΣΤΡΙΓΓΛΑ.: [122, 450, 315, 528]
- article-text: κτον τὴν ἐπιφάνειαν τῆς Γῆς ὅπως κατὰ τὴν ἐποχὴν τοῦ κατακλυσμοῦ... Εἶνε ἀληθὲς ὅτι πρὸς ἐξήγησιν τῆς ἐξαφανίσεως τοῦ ἡλίου ἀνεκοινώθη εἰς τὴν Ἀκαδημίαν τῶν Ἐπιστημῶν καὶ ἄλλη γνώμη. Σοφοὶ τινες ὑποστηρίζουν πράγματι ὅτι οὐδέποτε ὑπῆρξε ὁ ἥλιος. Οὕτω δὲ ἐξηγεῖται καὶ ὁ μῦθος τοῦ Ἡλίου τῶν παλαιοτάτων παραδόσεων. Δὲν ἀρκεῖ ἡ ἀρθρογραφία αὐτὴ νὰ μᾶς πείσῃ ὅτι ὁ ἥλιος ἦτο ἁπλῆ φαντασία· ὅτι ἐνῷ δὲν ὑπῆρχεν οἱ ἄνθρωποι ἐνόμιζον ὅτι τὸν ἔβλεπον·: [118, 123, 318, 379]
- article-text: Τὸ ὄνομα τοῦ Κινδεδων Βαλγκε... εἴπαμε, ἰδίως διὰ τὴν ἐπιφάνειαν τῶν τυπογράφων. Τὸ αὐτόδεν εἶνε συμβῆ καὶ μὲ τὸ ὄνομα ὅλων τῶν ἐργάσεων.: [544, 913, 755, 992]
- article-text: Εἰς μερικὰς Γαλλικὰς ἐφημερίδας δὲν ἐνθυμούμεθα ποτὲ νὰ εἴδαμεν ἑλληνικὸν ὄνομα γραμμένον ὀρθά. Ὁ μακαρίτης Θὼν ἀνεγράφετο Θάουν. Ὁ Παπαδιαμαντόπουλος ἐγραφετο ὡς παρατσουκλί. Ὁ Ζορμπᾶς ἀπλουστεύετο Ζόρβας. Καὶ ὁ κ. Βενιζέλος κατ' ἀρχὰς Μενεζέλ. Ἀσσὸ λοιπὸν ὁ Παρίσιοι παθαίνουν τὸ ἴδιο, γιατί ὄχι καὶ μεῖς;: [544, 996, 755, 1156]
- social-item: — Ὁ κ. Γ. Καλαμπόσης ἰατρὸς τῶν νοσημάτων τοῦ στομάχου κατοικεῖ ἐν τῇ ὁδῷ Σωκράτους 8, ὅπισθεν μετὰ τὸν «Ἅγιον Κωνσταντῖνον» καὶ δέχεται 9—11 π.μ. καὶ 4—5 μ.μ.: [764, 690, 1058, 753]
- article-text: Κατ' αὐτὴν ἀνεκοινώθησαν πρὸς τὰ μέλη τῆς Ἐπιτροπῆς εἰσερχομένου τοῦ κ. Νέγρη τὰ ποσὰ καὶ γενόμενοι μέχρι τοῦδε εἰσφοραὶ τοῦ Προέδρου, αἵτινες καὶ ἐκοινώθησαν ὡς καταπληκτικαὶ διὰ τὸ κοινὸν.: [1068, 420, 1293, 516]
- social-item: — Δ' τάξεως ἐν τίτλῳ δραχμὰς ἀργύρου διὰ 24 ἄτομα μαχαιροπήρουν. Δύο γνωστὰ προελεύσεως.: [764, 206, 1058, 236]
- column-5: [1068, 123, 1529, 2205]
- section-heading: ΠΡΟΚΗΡΥΞΙΣ: [387, 1898, 475, 1913]
- divider: [328, 2088, 534, 2089]
- advertisement: [118, 1324, 318, 1457]
- bank-subtitle: ΤΗΣ ΕΛΛΑΔΟΣ: [140, 1615, 296, 1640]
- news-item: Ἡ Ἑταιρεία τῶν Ἑλληνικῶν Σιδηροδρόμων γνωστοποιεῖ ὅτι τὴν 12 προσεχοῦς Σεπτεμβρίου καὶ ὥραν 8 μ.μ. θέλει διενεργηθῇ ἐν τοῖς Γραφείοις αὐτῆς 39 ὁδὸς Πανεπιστημίου διαγωνισμὸς διὰ τὴν πρόσληψιν ὑπαλλήλων.: [328, 1918, 534, 2030]
- social-item: Ὑποκάμισα λευκά, πεχά, πουκάμιτα, στερεώματα ΣΤΟΡ ΛΑΜΠΡΟΠΟΥΛΟΥ. Γωνία Αἰόλου καὶ Σοφοκλέους.: [764, 1045, 1058, 1092]
- article-text: Χθὲς πρὸ μεσημβρίας εἰς τὸ χωρίον Σπάτα ηὐτοκτόνησε ὁ 40ετὴς χωρικὸς Π. Κουρτζάρης, πάσχων πρὸ πολλοῦ ἀπὸ ἑλώδεις πυρετούς.: [1068, 891, 1293, 954]
- news-item: — Εἰς τὰ κάτωθι μέρη ἔγινε ἐκδρομὴ πρὸς τὸ Φάληρον τῶν ἀνθρώπων ἐν τῇ πόλει.: [328, 860, 534, 907]
- section-heading: ΠΑΝΗΓΥΡΙΣ ΑΜΑΡΟΥΣΙΟΥ: [343, 1372, 519, 1388]
- subheadline: ΝΕΩΝ ΑΕΡΟΠΛΑΝΩΝ: [1326, 624, 1507, 644]
- divider: [118, 405, 318, 410]
- headline: Η ΣΥΓΚΟΙΝΩΝΙΑ: [1347, 876, 1487, 896]
- athens-columns: [1068, 1350, 1529, 1823]
- masthead: ΕΜΠΡΟΣ: [705, 69, 863, 98]
- news-item: Ἡ δὲ Ἑταιρεία τῶν Σιδηροδρόμων Ἀττικῆς θὰ διαθέσῃ ἐκτάκτους ἀμαξοστοιχίας.: [328, 1572, 534, 1619]
- shipping-item: Ἀπὸ Πειραιῶς Πόρου, τῆς Ἐπιστροφῆς Ἀποπλοΐας.: [764, 1460, 1058, 1492]
- news-item: —Ἀνηγορεύθη. Ἀνηγορεύθη ἐν τῷ Πανεπιστημίῳ διδάκτωρ τῆς Νομικῆς Σχολῆς ὁ κ. Μ. Ἀναστασιάδης.: [1304, 1468, 1529, 1515]
